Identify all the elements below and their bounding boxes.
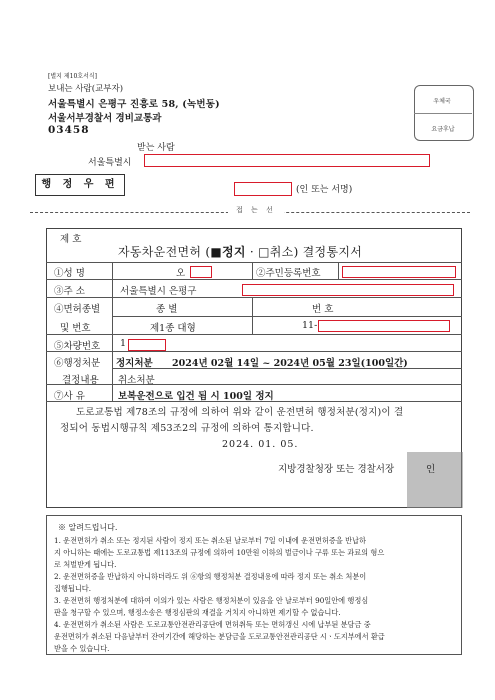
reason-label: ⑦사 유	[54, 391, 85, 402]
redacted-address	[242, 284, 454, 296]
revocation-checkbox: □	[258, 245, 270, 259]
suspension-checkbox: ■	[210, 245, 222, 259]
plate-value: 1	[120, 338, 127, 349]
sender-organization: 서울서부경찰서 경비교통과	[48, 113, 162, 124]
license-label-2: 및 번호	[60, 323, 91, 334]
license-type-value: 제1종 대형	[150, 323, 196, 334]
document-number-label: 제 호	[60, 234, 82, 245]
guidance-heading: ※ 알려드립니다.	[58, 523, 118, 532]
form-number: [별지 제10호서식]	[48, 73, 97, 80]
license-label: ④면허종별	[54, 304, 101, 315]
sender-zip: 03458	[48, 124, 90, 136]
disposition-kind: 정지처분	[116, 358, 153, 369]
issue-date: 2024. 01. 05.	[222, 439, 299, 450]
row-divider	[46, 279, 462, 280]
guidance-line: 지 아니하는 때에는 도로교통법 제113조의 규정에 의하여 10만원 이하의 벌금이나 구류 또는 과료의 형으	[54, 548, 385, 557]
postage-stamp-bottom: 요금후납	[431, 126, 455, 133]
decision-value: 취소처분	[118, 375, 155, 386]
row-divider	[46, 262, 462, 263]
address-value: 서울특별시 은평구	[120, 286, 197, 297]
sender-address: 서울특별시 은평구 진흥로 58, (녹번동)	[48, 99, 220, 110]
column-divider	[252, 262, 253, 279]
issuer: 지방경찰청장 또는 경찰서장	[278, 464, 395, 475]
row-divider	[112, 316, 462, 317]
address-label: ③주 소	[54, 286, 85, 297]
notice-body-line-2: 정되어 동법시행규칙 제53조2의 규정에 의하여 통지합니다.	[60, 423, 314, 434]
guidance-line: 운전면허가 취소된 다음날부터 잔여기간에 해당하는 분담금을 도로교통안전관리공단 시ㆍ도지부에서 환급	[54, 632, 385, 641]
license-number-header: 번 호	[312, 304, 334, 315]
column-divider	[252, 297, 253, 334]
postage-stamp-divider	[414, 113, 472, 114]
reason-value: 보복운전으로 입건 됨 시 100일 정지	[118, 391, 274, 402]
row-divider	[46, 297, 462, 298]
notice-body-line-1: 도로교통법 제78조의 규정에 의하여 위와 같이 운전면허 행정처분(정지)이 결	[76, 407, 404, 418]
guidance-line: 2. 운전면허증을 반납하지 아니하더라도 위 ⑥항의 행정처분 결정내용에 따라 정지 또는 취소 처분이	[54, 572, 367, 581]
rrn-label: ②주민등록번호	[256, 268, 321, 279]
name-value: 오	[176, 268, 186, 279]
administrative-mail-label: 행 정 우 편	[35, 174, 125, 196]
postage-stamp-top: 우체국	[433, 98, 451, 105]
license-number-value: 11-	[302, 320, 318, 331]
license-type-header: 종 별	[156, 304, 178, 315]
plate-label: ⑤차량번호	[54, 341, 101, 352]
redacted-signature	[234, 182, 292, 196]
guidance-line: 판을 청구할 수 있으며, 행정소송은 행정심판의 재결을 거치지 아니하면 제기할 수 없습니다.	[54, 608, 341, 617]
guidance-line: 받을 수 있습니다.	[54, 644, 110, 653]
disposition-label: ⑥행정처분	[54, 358, 101, 369]
guidance-line: 로 처벌받게 됩니다.	[54, 560, 117, 569]
redacted-rrn	[342, 266, 456, 278]
sender-label: 보내는 사람(교부자)	[48, 84, 124, 94]
guidance-line: 1. 운전면허가 취소 또는 정지된 사람이 정지 또는 취소된 날로부터 7일 이내에 운전면허증을 반납하	[54, 536, 366, 545]
signature-note: (인 또는 서명)	[296, 185, 353, 195]
column-divider	[112, 262, 113, 401]
guidance-line: 3. 운전면허 행정처분에 대하여 이의가 있는 사람은 행정처분이 있음을 안 날로부터 90일안에 행정심	[54, 596, 369, 605]
name-label: ①성 명	[54, 268, 85, 279]
redacted-license-number	[318, 320, 450, 332]
redacted-name	[190, 266, 212, 278]
decision-label: 결정내용	[62, 375, 99, 386]
redacted-plate	[128, 339, 166, 351]
seal-mark: 인	[426, 464, 436, 475]
row-divider	[46, 334, 462, 335]
receiver-label: 받는 사람	[137, 143, 175, 153]
disposition-period: 2024년 02월 14일 ~ 2024년 05월 23일(100일간)	[172, 358, 408, 369]
column-divider	[338, 262, 339, 279]
redacted-receiver-address	[144, 154, 430, 167]
notice-title: 자동차운전면허 (■정지 · □취소) 결정통지서	[118, 245, 363, 259]
receiver-city: 서울특별시	[88, 158, 132, 168]
fold-line-label: 접 는 선	[228, 205, 284, 215]
row-divider	[46, 384, 462, 385]
guidance-line: 집행됩니다.	[54, 584, 92, 593]
row-divider	[46, 351, 462, 352]
guidance-line: 4. 운전면허가 취소된 사람은 도로교통안전관리공단에 면허취득 또는 면허갱신 시에 납부된 분담금 중	[54, 620, 371, 629]
